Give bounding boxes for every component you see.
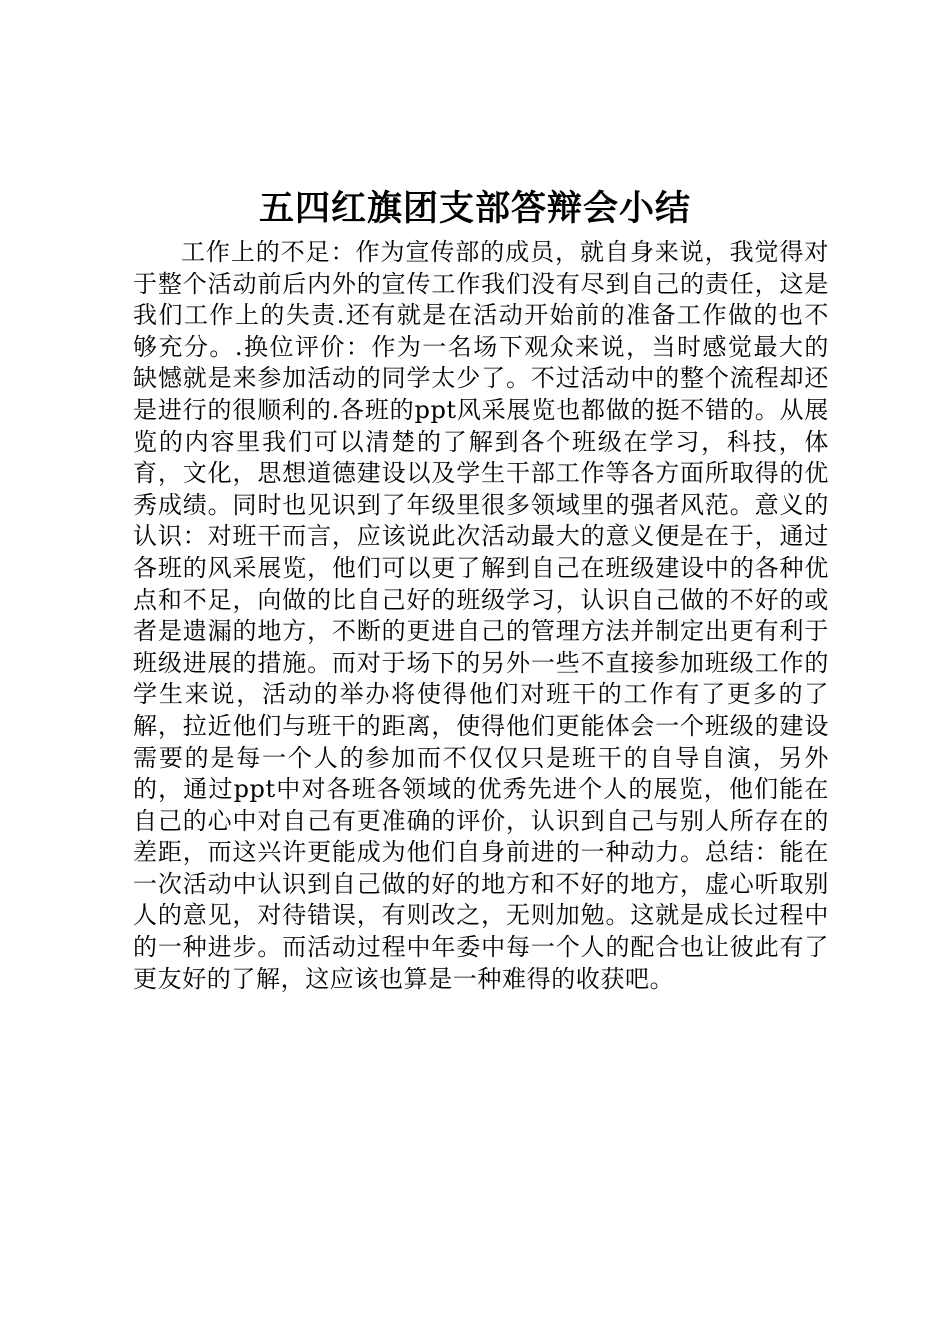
document-body-paragraph: 工作上的不足：作为宣传部的成员，就自身来说，我觉得对于整个活动前后内外的宣传工作我们没有尽到自己的责任，这是我们工作上的失责.还有就是在活动开始前的准备工作做的也不够充分。.换位评价：作为一名场下观众来说，当时感觉最大的缺憾就是来参加活动的同学太少了。不过活动中的整个流程却还是进行的很顺利的.各班的ppt风采展览也都做的挺不错的。从展览的内容里我们可以清楚的了解到各个班级在学习，科技，体育，文化，思想道德建设以及学生干部工作等各方面所取得的优秀成绩。同时也见识到了年级里很多领域里的强者风范。意义的认识：对班干而言，应该说此次活动最大的意义便是在于，通过各班的风采展览，他们可以更了解到自己在班级建设中的各种优点和不足，向做的比自己好的班级学习，认识自己做的不好的或者是遗漏的地方，不断的更进自己的管理方法并制定出更有利于班级进展的措施。而对于场下的另外一些不直接参加班级工作的学生来说，活动的举办将使得他们对班干的工作有了更多的了解，拉近他们与班干的距离，使得他们更能体会一个班级的建设需要的是每一个人的参加而不仅仅只是班干的自导自演，另外的，通过ppt中对各班各领域的优秀先进个人的展览，他们能在自己的心中对自己有更准确的评价，认识到自己与别人所存在的差距，而这兴许更能成为他们自身前进的一种动力。总结：能在一次活动中认识到自己做的好的地方和不好的地方，虚心听取别人的意见，对待错误，有则改之，无则加勉。这就是成长过程中的一种进步。而活动过程中年委中每一个人的配合也让彼此有了更友好的了解，这应该也算是一种难得的收获吧。 <box>133 238 829 993</box>
document-title: 五四红旗团支部答辩会小结 <box>258 188 691 229</box>
